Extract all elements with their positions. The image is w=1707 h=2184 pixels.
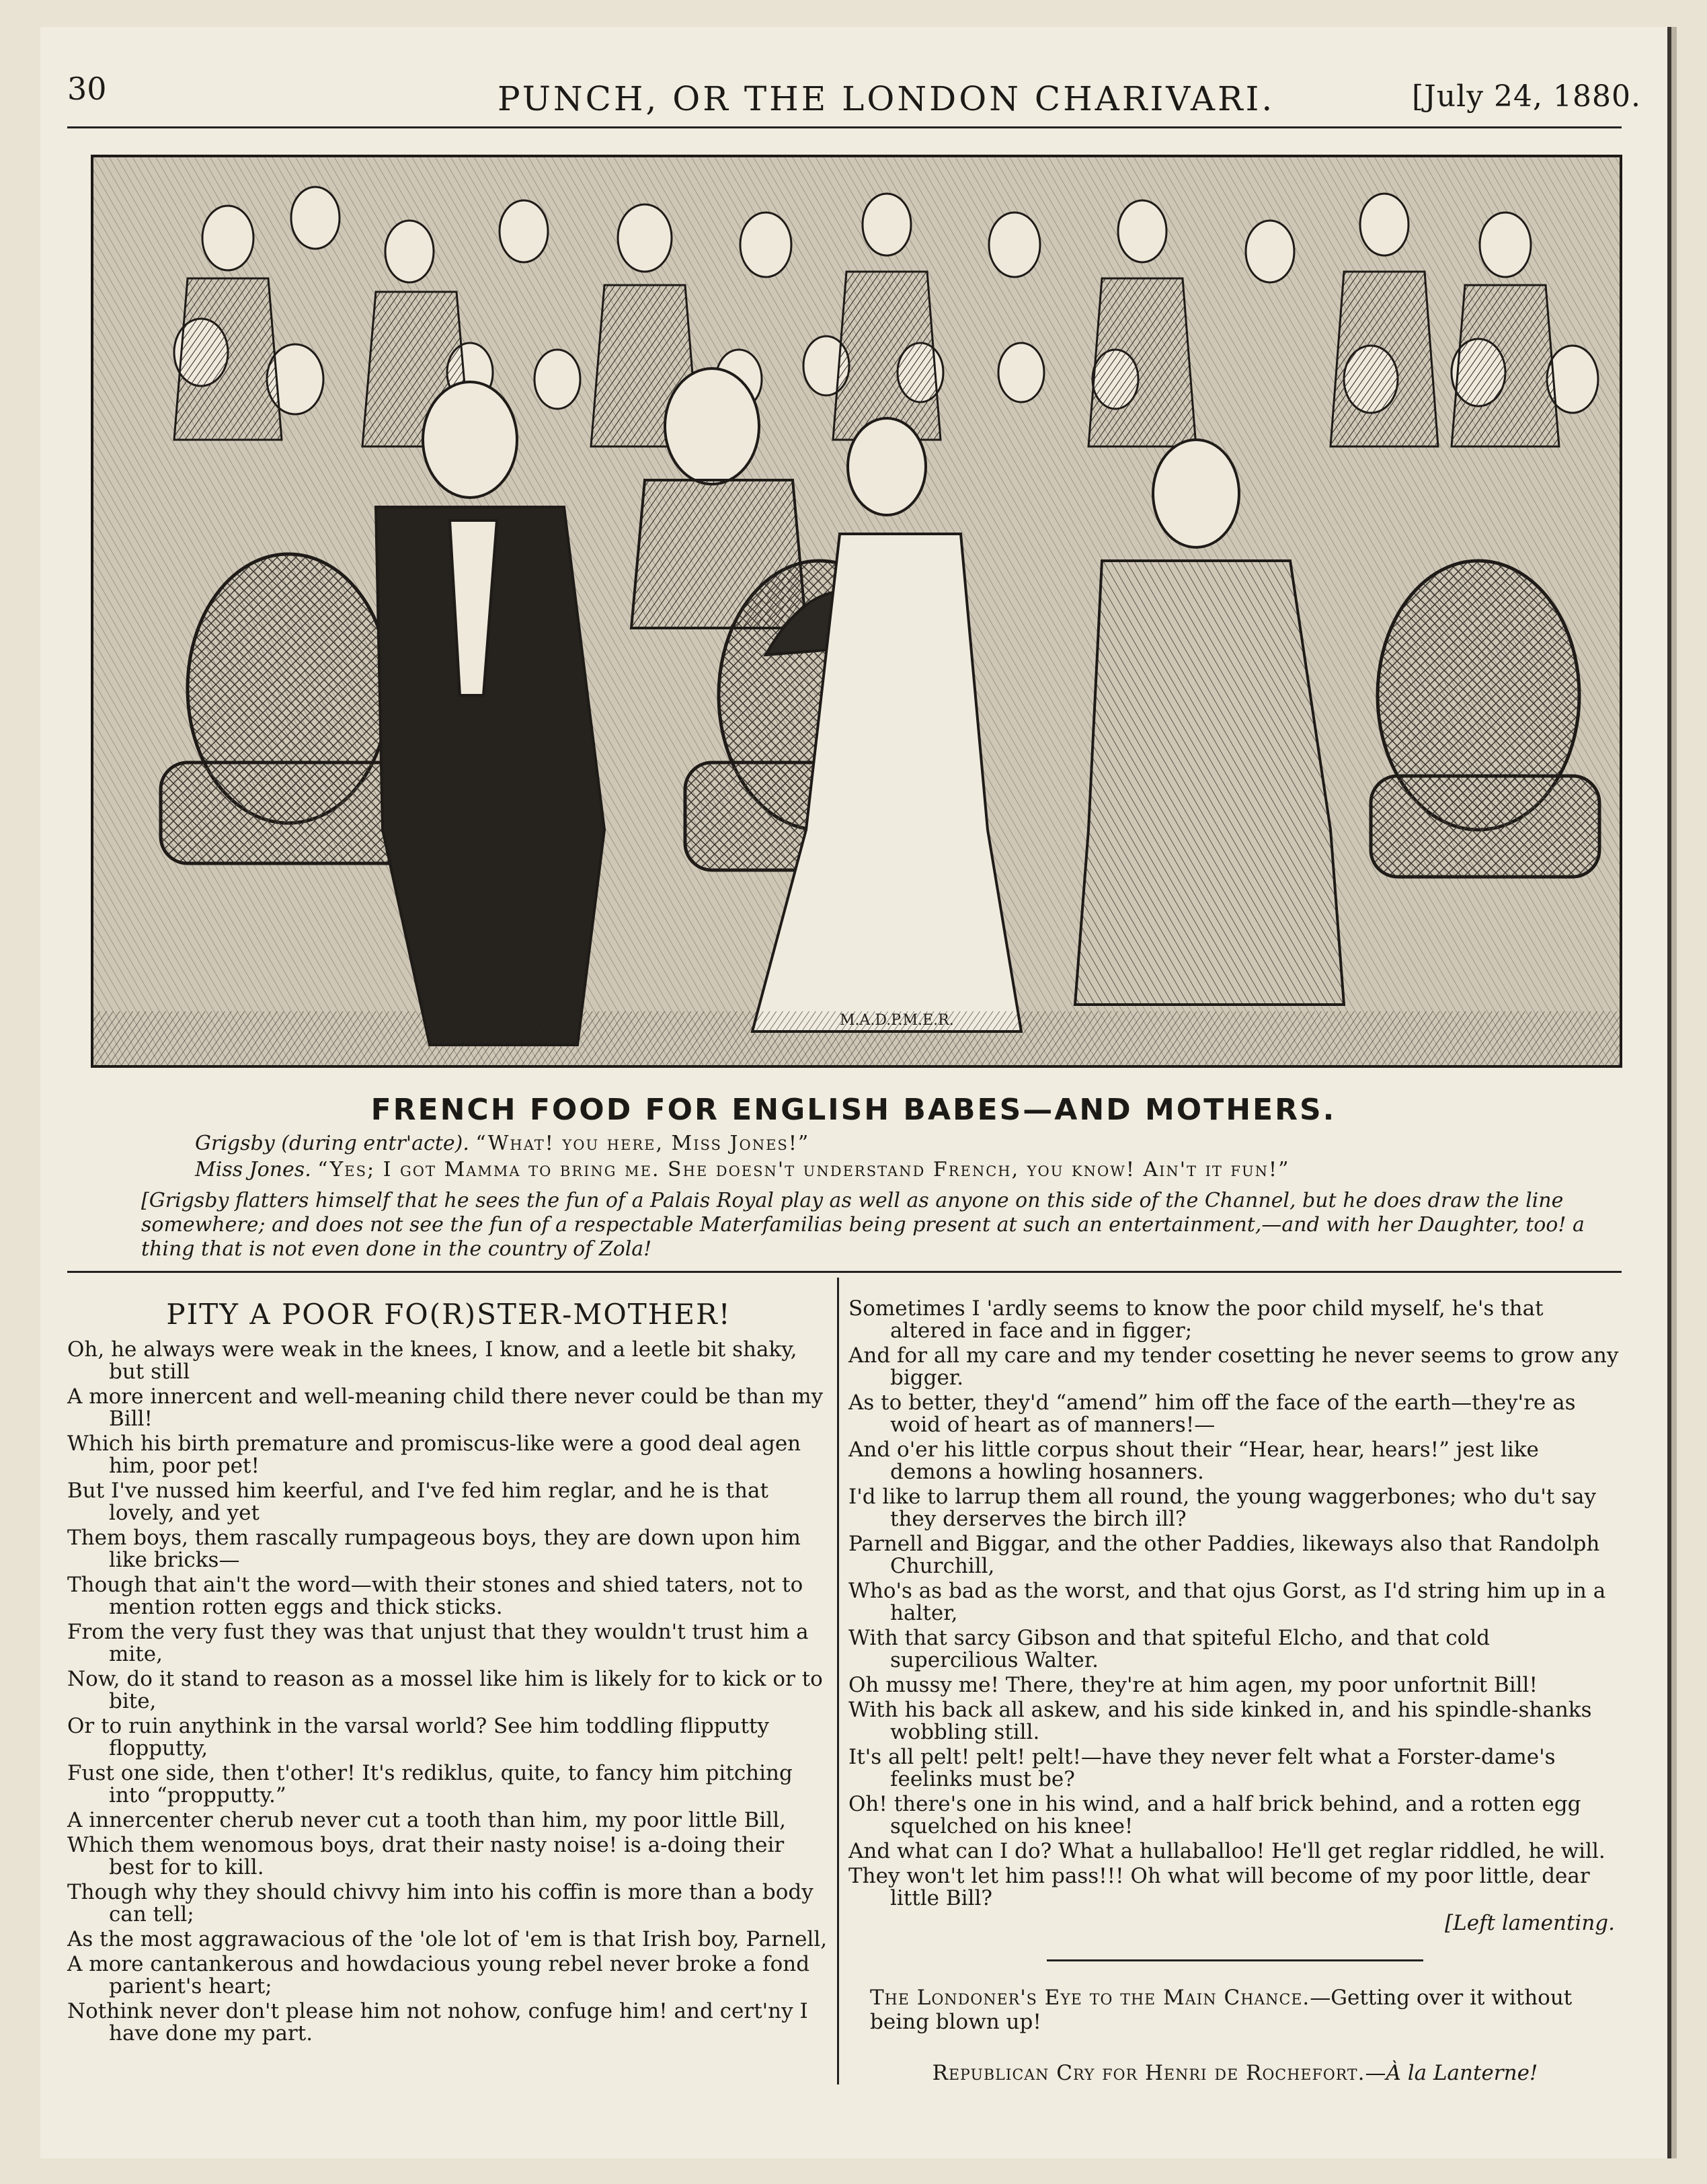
column-rule — [837, 1278, 839, 2084]
poem-line: A more innercent and well-meaning child there never could be than my Bill! — [67, 1384, 824, 1431]
cartoon-illustration — [91, 155, 1622, 1068]
poem-line: But I've nussed him keerful, and I've fed him reglar, and he is that lovely, and yet — [67, 1479, 768, 1525]
joke-londoners-eye — [848, 1986, 1622, 2034]
joke-republican-cry — [848, 2061, 1622, 2085]
header-rule — [67, 126, 1622, 128]
caption-text-2: “Yes; I got Mamma to bring me. She doesn't understand French, you know! Ain't it fun!” — [317, 1158, 1290, 1181]
joke-1-text: —Getting over it without being blown up! — [870, 1986, 1573, 2034]
poem-line: A more cantankerous and howdacious young rebel never broke a fond parient's heart; — [67, 1952, 810, 1998]
poem-line: Though why they should chivvy him into his coffin is more than a body can tell; — [67, 1880, 813, 1926]
poem-line: Fust one side, then t'other! It's rediklus, quite, to fancy him pitching into “propputty.” — [67, 1761, 793, 1807]
poem-line: Which them wenomous boys, drat their nasty noise! is a-doing their best for to kill. — [67, 1833, 785, 1879]
poem-line: Now, do it stand to reason as a mossel like him is likely for to kick or to bite, — [67, 1667, 823, 1713]
cartoon-title: FRENCH FOOD FOR ENGLISH BABES—AND MOTHERS. — [370, 1093, 1337, 1127]
poem-line: From the very fust they was that unjust that they wouldn't trust him a mite, — [67, 1620, 809, 1666]
poem-line: As to better, they'd “amend” him off the face of the earth—they're as woid of heart as of manners!— — [848, 1391, 1576, 1437]
poem-line: I'd like to larrup them all round, the young waggerbones; who du't say they derserves the birch ill? — [848, 1485, 1596, 1531]
poem-line: With that sarcy Gibson and that spiteful Elcho, and that cold supercilious Walter. — [848, 1626, 1491, 1672]
poem-left-column — [67, 1298, 830, 2048]
poem-line: A innercenter cherub never cut a tooth than him, my poor little Bill, — [67, 1808, 786, 1832]
poem-line: As the most aggrawacious of the 'ole lot of 'em is that Irish boy, Parnell, — [67, 1927, 828, 1951]
poem-line: Which his birth premature and promiscus-like were a good deal agen him, poor pet! — [67, 1432, 801, 1478]
caption-text-1: “What! you here, Miss Jones!” — [475, 1132, 810, 1155]
page-number: 30 — [67, 71, 107, 107]
poem-right-column — [848, 1298, 1622, 2085]
caption-note: [Grigsby flatters himself that he sees the fun of a Palais Royal play as well as anyone on this side of the Channel, but he does draw the line somewhere; and does not see the fun of a respectable Materfamilias being present at such an entertainment,—and with her Daughter, too! a thing that is not even done in the country of Zola! — [141, 1189, 1585, 1261]
poem-line: It's all pelt! pelt! pelt!—have they never felt what a Forster-dame's feelinks must be? — [848, 1745, 1556, 1791]
theatre-audience-engraving — [93, 157, 1620, 1065]
caption-line-1 — [195, 1132, 809, 1156]
poem-line: And o'er his little corpus shout their “Hear, hear, hears!” jest like demons a howling hosanners. — [848, 1438, 1539, 1484]
poem-line: Oh! there's one in his wind, and a half brick behind, and a rotten egg squelched on his knee! — [848, 1792, 1581, 1838]
masthead-title: PUNCH, OR THE LONDON CHARIVARI. — [498, 79, 1275, 118]
joke-2-text: —À la Lanterne! — [1365, 2061, 1538, 2085]
poem-line: Though that ain't the word—with their stones and shied taters, not to mention rotten eggs and thick sticks. — [67, 1573, 803, 1619]
poem-line: Or to ruin anythink in the varsal world? See him toddling flipputty flopputty, — [67, 1714, 769, 1760]
poem-line: Oh, he always were weak in the knees, I know, and a leetle bit shaky, but still — [67, 1337, 797, 1384]
poem-line: Them boys, them rascally rumpageous boys, they are down upon him like bricks— — [67, 1526, 801, 1572]
poem-line: Nothink never don't please him not nohow, confuge him! and cert'ny I have done my part. — [67, 1999, 808, 2045]
poem-signoff: [Left lamenting. — [1445, 1911, 1615, 1935]
poem-line: And for all my care and my tender cosetting he never seems to grow any bigger. — [848, 1343, 1619, 1390]
joke-2-lead: Republican Cry for Henri de Rochefort. — [932, 2061, 1365, 2085]
poem-line: Who's as bad as the worst, and that ojus Gorst, as I'd string him up in a halter, — [848, 1579, 1606, 1625]
poem-line: Oh mussy me! There, they're at him agen, my poor unfortnit Bill! — [848, 1673, 1538, 1697]
caption-line-2 — [195, 1158, 1289, 1182]
poem-line: And what can I do? What a hullaballoo! He'll get reglar riddled, he will. — [848, 1839, 1605, 1863]
section-rule — [67, 1271, 1622, 1273]
issue-date: [July 24, 1880. — [1412, 79, 1641, 114]
caption-speaker-2: Miss Jones. — [195, 1158, 311, 1181]
poem-right-lines — [848, 1298, 1622, 1910]
joke-1-lead: The Londoner's Eye to the Main Chance. — [870, 1986, 1310, 2010]
poem-line: They won't let him pass!!! Oh what will become of my poor little, dear little Bill? — [848, 1864, 1590, 1910]
short-rule — [1047, 1959, 1423, 1961]
poem-line: Sometimes I 'ardly seems to know the poor child myself, he's that altered in face and in figger; — [848, 1296, 1544, 1343]
poem-title: PITY A POOR FO(R)STER-MOTHER! — [166, 1298, 731, 1331]
poem-line: With his back all askew, and his side kinked in, and his spindle-shanks wobbling still. — [848, 1698, 1592, 1744]
poem-left-lines — [67, 1339, 830, 2045]
poem-line: Parnell and Biggar, and the other Paddies, likeways also that Randolph Churchill, — [848, 1532, 1600, 1578]
illustrator-signature: M.A.D.P.M.E.R. — [840, 1012, 954, 1029]
caption-speaker-1: Grigsby (during entr'acte). — [195, 1132, 469, 1155]
